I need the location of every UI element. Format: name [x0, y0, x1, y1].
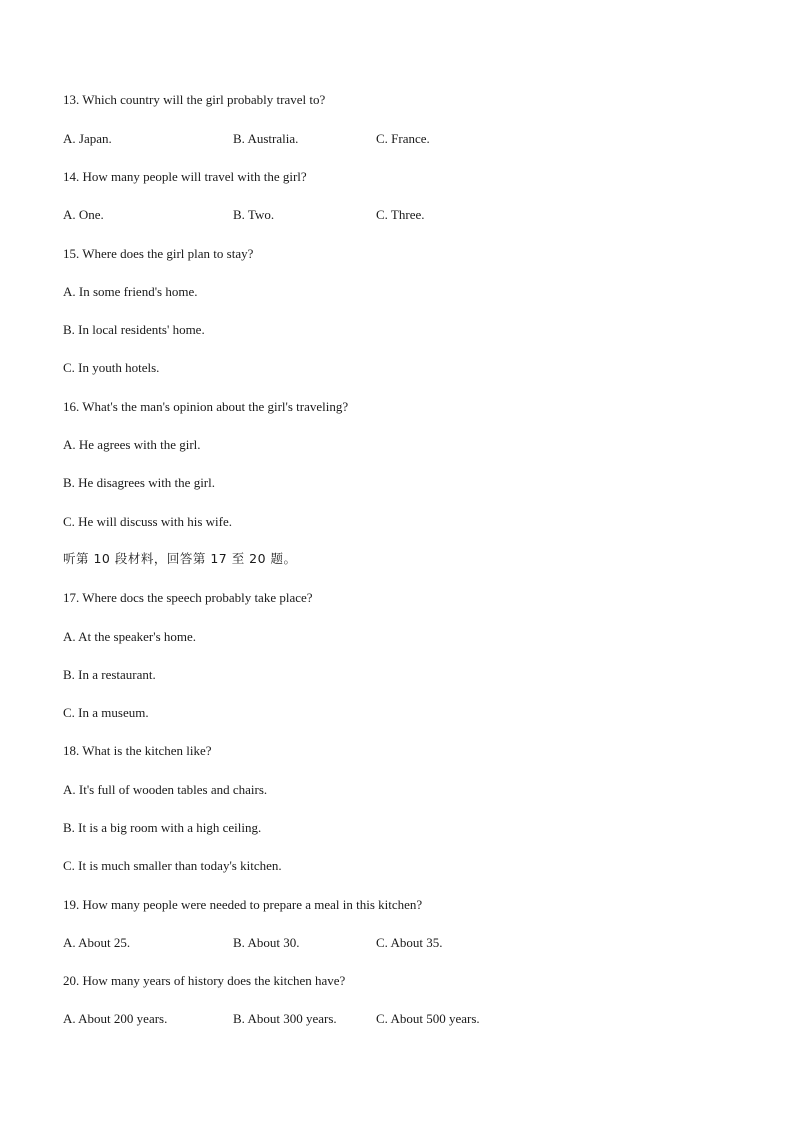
- q14-option-b: B. Two.: [233, 207, 275, 222]
- q18-option-c: C. It is much smaller than today's kitchen.: [63, 858, 282, 873]
- q19-option-c: C. About 35.: [376, 935, 443, 950]
- q17-option-b: B. In a restaurant.: [63, 667, 156, 682]
- q16-option-b: B. He disagrees with the girl.: [63, 475, 215, 490]
- q20-option-c: C. About 500 years.: [376, 1011, 480, 1026]
- question-16: 16. What's the man's opinion about the girl's traveling?: [63, 399, 349, 414]
- q16-option-c: C. He will discuss with his wife.: [63, 514, 232, 529]
- question-19: 19. How many people were needed to prepare a meal in this kitchen?: [63, 897, 423, 912]
- question-15: 15. Where does the girl plan to stay?: [63, 246, 254, 261]
- q16-option-a: A. He agrees with the girl.: [63, 437, 201, 452]
- q18-option-b: B. It is a big room with a high ceiling.: [63, 820, 262, 835]
- section-instruction: 听第 10 段材料，回答第 17 至 20 题。: [63, 551, 297, 566]
- question-20: 20. How many years of history does the kitchen have?: [63, 973, 346, 988]
- q20-option-b: B. About 300 years.: [233, 1011, 337, 1026]
- q14-option-c: C. Three.: [376, 207, 425, 222]
- q13-option-a: A. Japan.: [63, 131, 112, 146]
- question-17: 17. Where docs the speech probably take place?: [63, 590, 313, 605]
- q15-option-c: C. In youth hotels.: [63, 360, 160, 375]
- question-18: 18. What is the kitchen like?: [63, 743, 212, 758]
- q13-option-b: B. Australia.: [233, 131, 299, 146]
- question-14: 14. How many people will travel with the girl?: [63, 169, 307, 184]
- q19-option-b: B. About 30.: [233, 935, 300, 950]
- q17-option-c: C. In a museum.: [63, 705, 149, 720]
- q18-option-a: A. It's full of wooden tables and chairs.: [63, 782, 268, 797]
- q13-option-c: C. France.: [376, 131, 430, 146]
- q15-option-a: A. In some friend's home.: [63, 284, 198, 299]
- question-13: 13. Which country will the girl probably travel to?: [63, 92, 326, 107]
- q20-option-a: A. About 200 years.: [63, 1011, 168, 1026]
- q19-option-a: A. About 25.: [63, 935, 131, 950]
- q15-option-b: B. In local residents' home.: [63, 322, 205, 337]
- q14-option-a: A. One.: [63, 207, 104, 222]
- q17-option-a: A. At the speaker's home.: [63, 629, 197, 644]
